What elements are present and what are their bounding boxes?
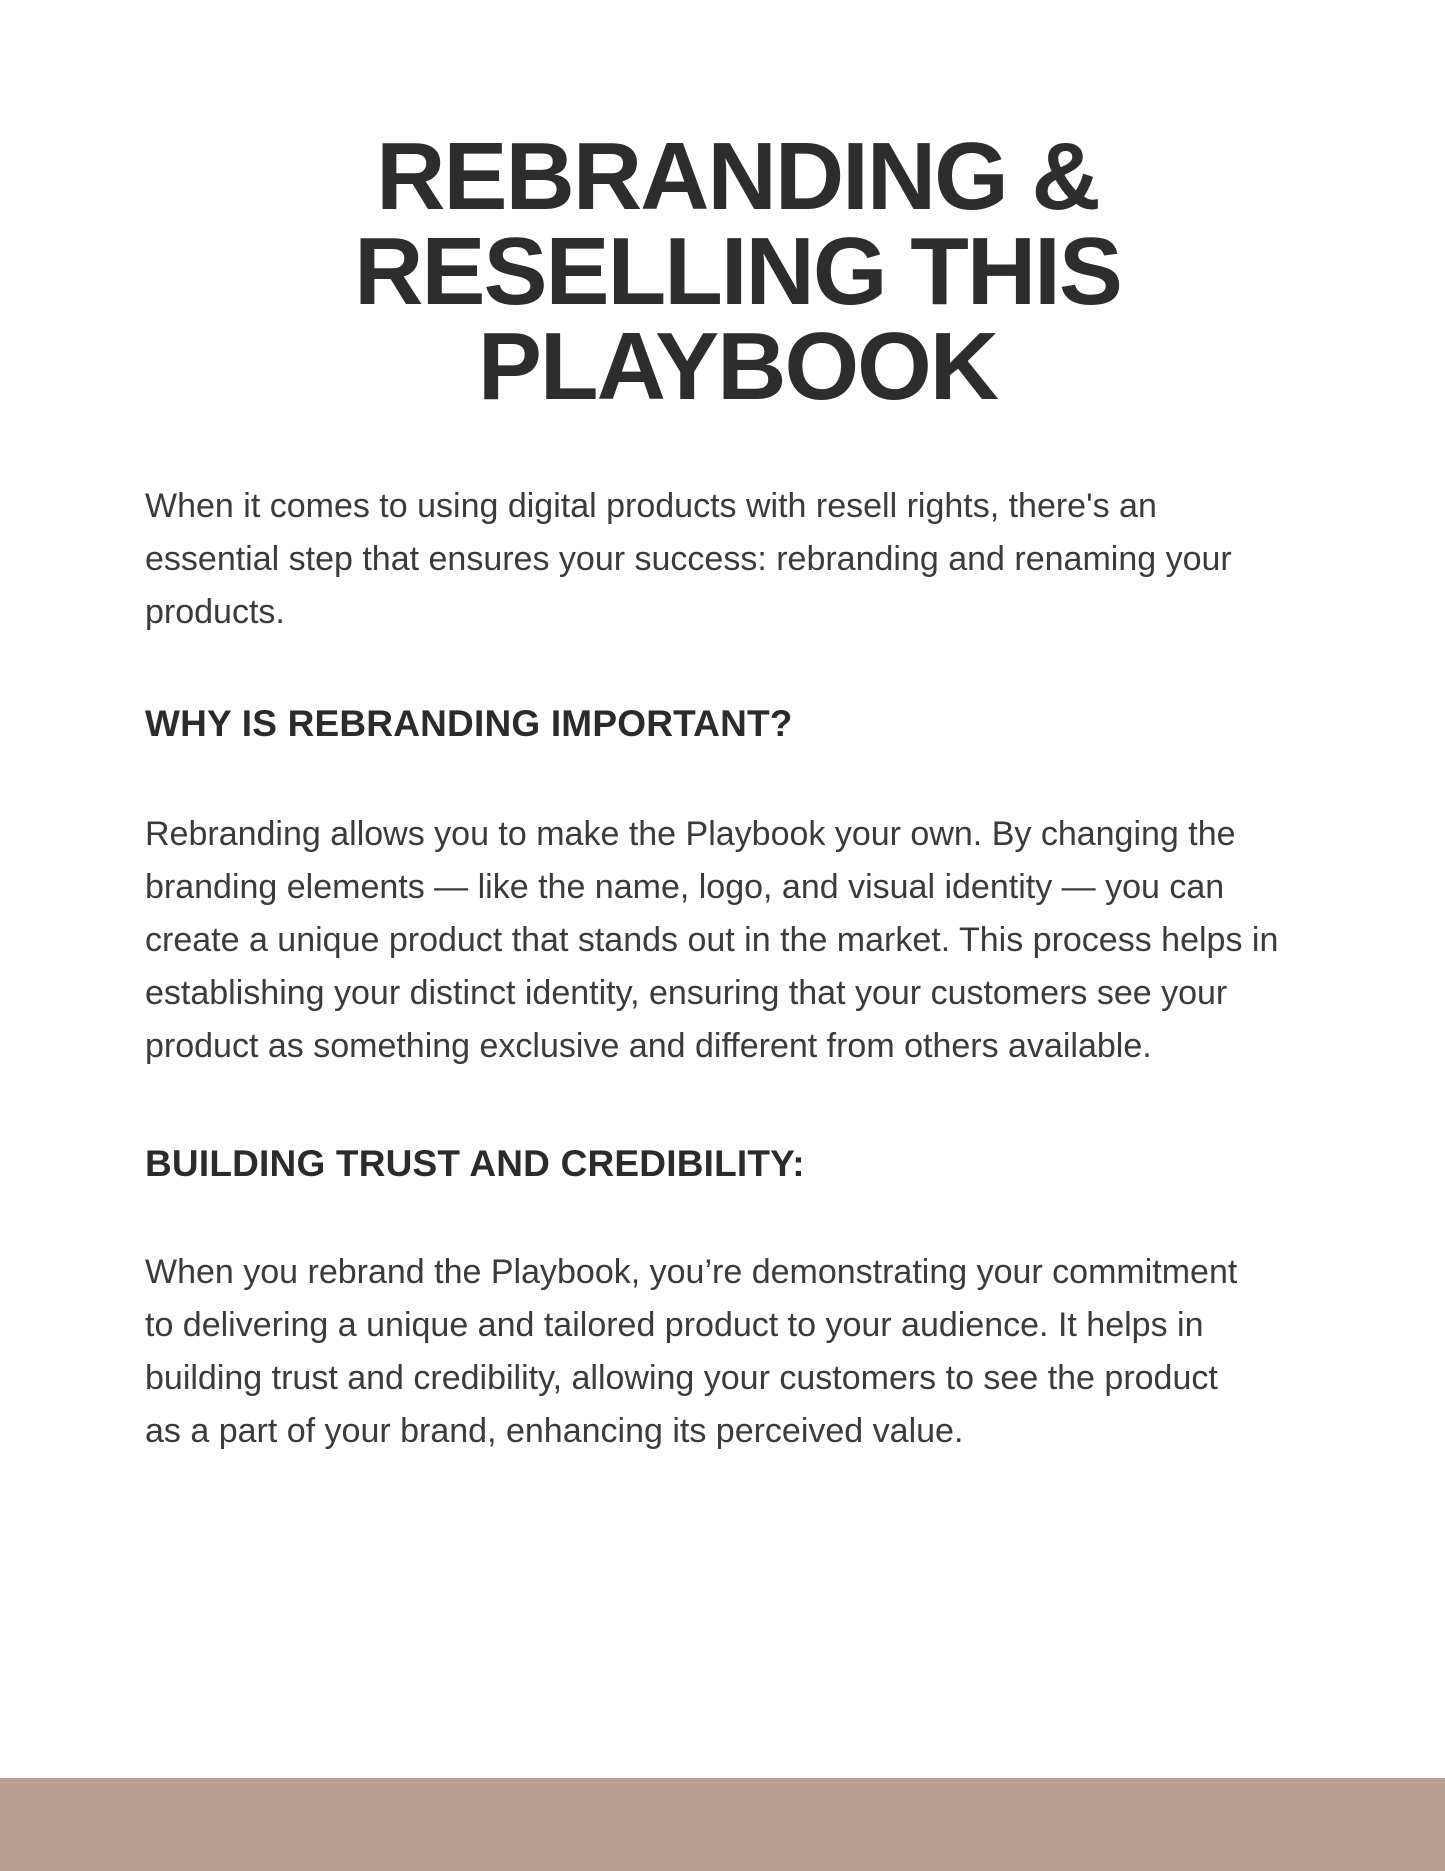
text-line: to delivering a unique and tailored product to your audience. It helps in	[145, 1306, 1204, 1344]
text-line: products.	[145, 593, 285, 631]
text-line: essential step that ensures your success: rebranding and renaming your	[145, 540, 1232, 578]
text-line: When you rebrand the Playbook, you’re demonstrating your commitment	[145, 1253, 1238, 1291]
section-heading-building-trust: BUILDING TRUST AND CREDIBILITY:	[145, 1143, 805, 1184]
footer-accent-bar	[0, 1778, 1445, 1871]
page-title-line-1: REBRANDING &	[376, 123, 1099, 230]
paragraph-intro	[145, 480, 1330, 639]
text-line: branding elements — like the name, logo, and visual identity — you can	[145, 868, 1225, 906]
text-line: When it comes to using digital products with resell rights, there's an	[145, 487, 1157, 525]
page-title-line-3: PLAYBOOK	[477, 313, 998, 420]
text-line: create a unique product that stands out in the market. This process helps in	[145, 921, 1279, 959]
text-line: Rebranding allows you to make the Playbook your own. By changing the	[145, 815, 1236, 853]
text-line: as a part of your brand, enhancing its perceived value.	[145, 1412, 964, 1450]
paragraph-why-rebranding	[145, 808, 1330, 1073]
section-heading-why-rebranding: WHY IS REBRANDING IMPORTANT?	[145, 703, 793, 744]
page-title	[145, 123, 1330, 420]
paragraph-building-trust	[145, 1246, 1330, 1458]
text-line: establishing your distinct identity, ensuring that your customers see your	[145, 974, 1228, 1012]
page-content-column	[145, 0, 1330, 1458]
text-line: building trust and credibility, allowing your customers to see the product	[145, 1359, 1218, 1397]
page-title-line-2: RESELLING THIS	[354, 218, 1121, 325]
text-line: product as something exclusive and different from others available.	[145, 1027, 1152, 1065]
